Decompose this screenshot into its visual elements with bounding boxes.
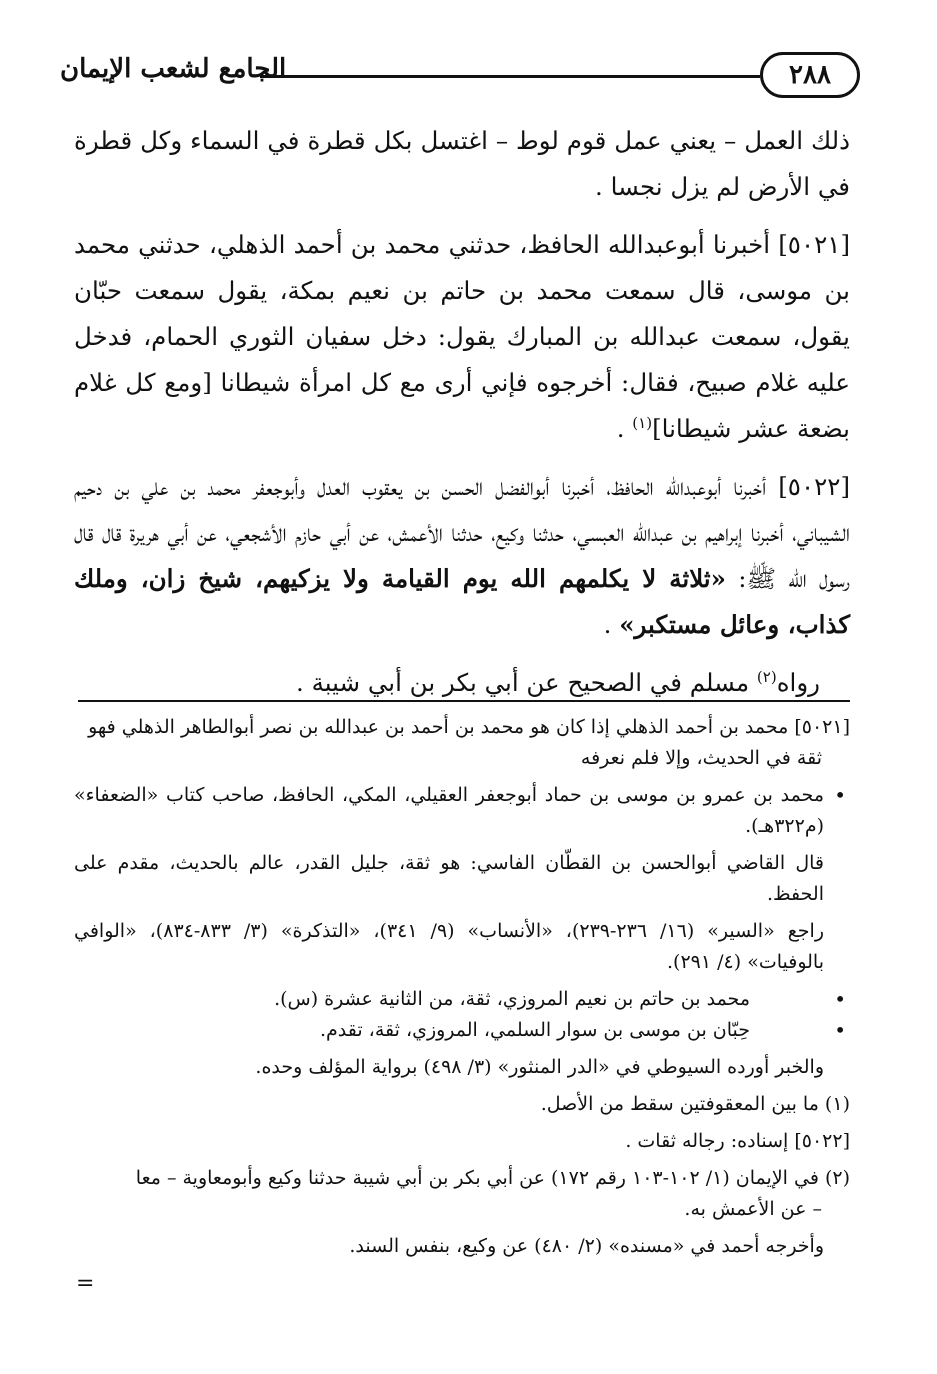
paragraph-text: [٥٠٢٢] أخبرنا أبوعبدالله الحافظ، أخبرنا أبوالفضل الحسن بن يعقوب العدل وأبوجعفر محمد بن علي بن دحيم الشيباني، أخبرنا إبراهيم بن عبدالله العبسي، حدثنا وكيع، حدثنا الأعمش، عن أبي حازم الأشجعي، عن أبي هريرة قال قال رسول الله ﷺ:	[74, 472, 850, 593]
header-rule	[260, 75, 760, 78]
footnotes	[74, 712, 850, 1268]
footnote-2	[74, 1163, 850, 1225]
footnote-ref-1: (١)	[632, 413, 653, 432]
note-5021	[74, 712, 850, 774]
note-bullet-aqili: • محمد بن عمرو بن موسى بن حماد أبوجعفر العقيلي، المكي، الحافظ، صاحب كتاب «الضعفاء» (م٣٢٢هـ).	[74, 780, 850, 842]
continuation-mark: =	[76, 1271, 95, 1296]
note-bullet-hatim: • محمد بن حاتم بن نعيم المروزي، ثقة، من الثانية عشرة (س).	[74, 984, 850, 1015]
note-ibn-qattan: قال القاضي أبوالحسن بن القطّان الفاسي: هو ثقة، جليل القدر، عالم بالحديث، مقدم على الحفظ.	[74, 852, 824, 905]
paragraph-end: .	[616, 414, 633, 443]
note-references: راجع «السير» (١٦/ ٢٣٦-٢٣٩)، «الأنساب» (٩/ ٣٤١)، «التذكرة» (٣/ ٨٣٣-٨٣٤)، «الوافي بالوفيات» (٤/ ٢٩١).	[74, 920, 824, 973]
footnote-1: (١) ما بين المعقوفتين سقط من الأصل.	[540, 1093, 850, 1115]
page-header	[60, 48, 860, 104]
running-title: الجامع لشعب الإيمان	[60, 54, 287, 84]
footnote-separator	[78, 700, 850, 702]
page-number-badge: ٢٨٨	[760, 52, 860, 98]
paragraph-1: ذلك العمل – يعني عمل قوم لوط – اغتسل بكل قطرة في السماء وكل قطرة في الأرض لم يزل نجسا .	[74, 126, 850, 201]
hadith-quote: «ثلاثة لا يكلمهم الله يوم القيامة ولا يزكيهم، شيخ زان، وملك كذاب، وعائل مستكبر»	[74, 564, 850, 639]
note-ahmad: وأخرجه أحمد في «مسنده» (٢/ ٤٨٠) عن وكيع، بنفس السند.	[349, 1235, 824, 1257]
footnote-ref-2: (٢)	[756, 667, 777, 686]
paragraph-5021	[74, 222, 850, 452]
paragraph-text: رواه	[776, 668, 820, 697]
main-text	[74, 118, 850, 718]
note-text: (٢) في الإيمان (١/ ١٠٢-١٠٣ رقم ١٧٢) عن أبي بكر بن أبي شيبة حدثنا وكيع وأبومعاوية – معا	[135, 1167, 850, 1189]
note-bullet-hibban: • حِبّان بن موسى بن سوار السلمي، المروزي، ثقة، تقدم.	[74, 1015, 850, 1046]
note-text: [٥٠٢١] محمد بن أحمد الذهلي إذا كان هو محمد بن أحمد بن عبدالله بن نصر أبوالطاهر الذهلي فهو	[88, 716, 850, 738]
paragraph-text: [٥٠٢١] أخبرنا أبوعبدالله الحافظ، حدثني محمد بن أحمد الذهلي، حدثني محمد بن موسى، قال سمعت محمد بن حاتم بن نعيم بمكة، يقول سمعت حبّان يقول، سمعت عبدالله بن المبارك يقول: دخل سفيان الثوري الحمام، فدخل عليه غلام صبيح، فقال: أخرجوه فإني أرى مع كل امرأة شيطانا [ومع كل غلام بضعة عشر شيطانا]	[74, 230, 850, 443]
paragraph-text: مسلم في الصحيح عن أبي بكر بن أبي شيبة .	[296, 668, 757, 697]
note-continuation: ثقة في الحديث، وإلا فلم نعرفه	[580, 747, 822, 769]
note-suyuti: والخبر أورده السيوطي في «الدر المنثور» (٣/ ٤٩٨) برواية المؤلف وحده.	[255, 1056, 824, 1078]
note-5022: [٥٠٢٢] إسناده: رجاله ثقات .	[625, 1130, 850, 1152]
paragraph-5022	[74, 464, 850, 648]
paragraph-end: .	[603, 610, 620, 639]
note-continuation: – عن الأعمش به.	[684, 1198, 822, 1220]
